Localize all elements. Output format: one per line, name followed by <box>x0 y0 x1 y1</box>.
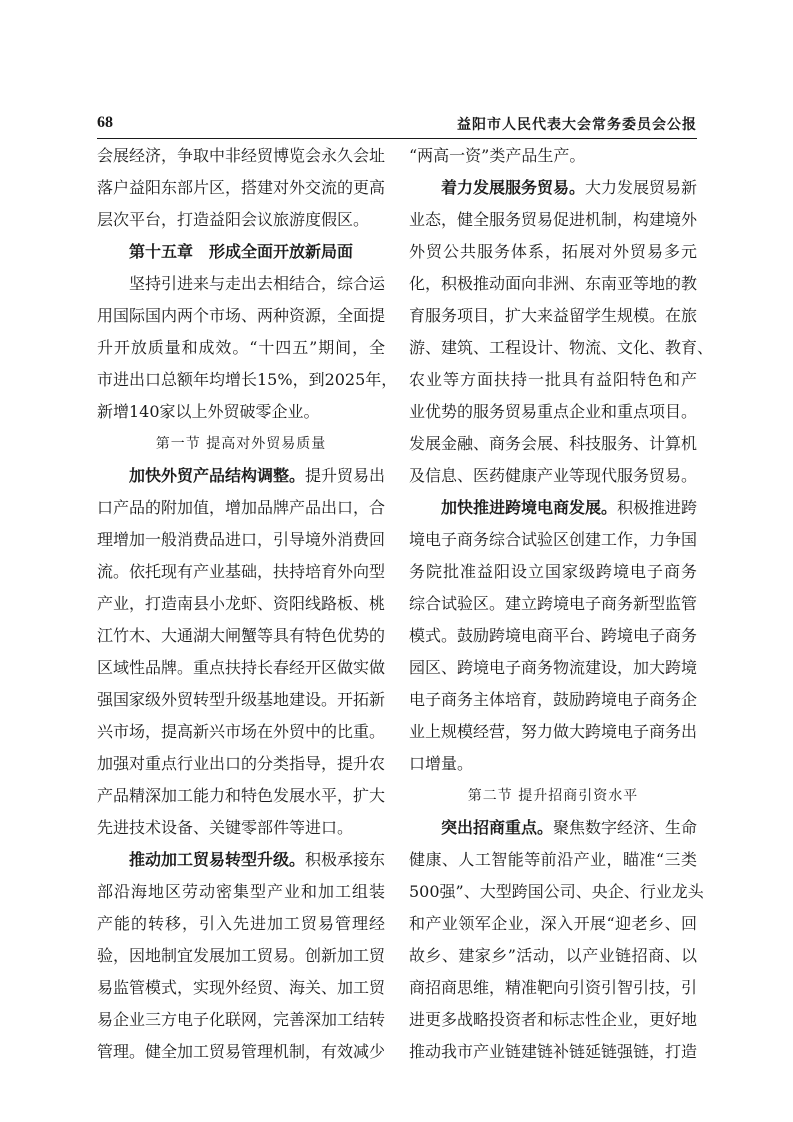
text-line: 发展金融、商务会展、科技服务、计算机 <box>409 434 698 453</box>
text-line: 推动我市产业链建链补链延链强链，打造 <box>409 1042 698 1061</box>
text-line: 江竹木、大通湖大闸蟹等具有特色优势的 <box>97 626 386 645</box>
text-run: 积极推进跨 <box>617 498 698 517</box>
text-line: 坚持引进来与走出去相结合，综合运 <box>129 274 386 293</box>
page-number: 68 <box>97 114 113 131</box>
text-line: 会展经济，争取中非经贸博览会永久会址 <box>97 146 386 165</box>
text-line: 商招商思维，精准靶向引资引智引技，引 <box>409 978 698 997</box>
text-line <box>409 492 697 524</box>
text-line: 业上规模经营，努力做大跨境电子商务出 <box>409 722 698 741</box>
text-line: 务院批准益阳设立国家级跨境电子商务 <box>409 562 697 581</box>
text-line <box>409 172 697 204</box>
text-line: 先进技术设备、关键零部件等进口。 <box>97 818 354 837</box>
text-line: 及信息、医药健康产业等现代服务贸易。 <box>409 466 698 485</box>
text-line: 流。依托现有产业基础，扶持培育外向型 <box>97 562 386 581</box>
text-line: 健康、人工智能等前沿产业，瞄准“三类 <box>409 850 697 869</box>
text-line: 化，积极推动面向非洲、东南亚等地的教 <box>409 274 698 293</box>
text-line: 理增加一般消费品进口，引导境外消费回 <box>97 530 386 549</box>
journal-title: 益阳市人民代表大会常务委员会公报 <box>457 117 697 133</box>
text-line: 市进出口总额年均增长15%，到2025年， <box>97 370 398 389</box>
text-line: 业优势的服务贸易重点企业和重点项目。 <box>409 402 698 421</box>
right-column <box>409 140 714 1068</box>
left-column <box>97 140 398 1068</box>
text-line: 管理。健全加工贸易管理机制，有效减少 <box>97 1042 386 1061</box>
paragraph-lead: 突出招商重点。 <box>441 818 554 837</box>
text-run: 提升贸易出 <box>305 466 386 485</box>
text-line: 园区、跨境电子商务物流建设，加大跨境 <box>409 658 698 677</box>
text-run: 大力发展贸易新 <box>585 178 698 197</box>
text-line: 易企业三方电子化联网，完善深加工结转 <box>97 1010 386 1029</box>
text-line: 加强对重点行业出口的分类指导，提升农 <box>97 754 386 773</box>
text-line: 电子商务主体培育，鼓励跨境电子商务企 <box>409 690 698 709</box>
text-line <box>97 844 385 876</box>
text-line: 兴市场，提高新兴市场在外贸中的比重。 <box>97 722 386 741</box>
paragraph-lead: 着力发展服务贸易。 <box>441 178 586 197</box>
text-line: 境电子商务综合试验区创建工作，力争国 <box>409 530 698 549</box>
text-line: 外贸公共服务体系，拓展对外贸易多元 <box>409 242 697 261</box>
text-line: 模式。鼓励跨境电商平台、跨境电子商务 <box>409 626 698 645</box>
text-line: 500强”、大型跨国公司、央企、行业龙头 <box>409 882 704 901</box>
text-line: 产品精深加工能力和特色发展水平，扩大 <box>97 786 386 805</box>
text-line: 落户益阳东部片区，搭建对外交流的更高 <box>97 178 386 197</box>
text-line: 区域性品牌。重点扶持长春经开区做实做 <box>97 658 386 677</box>
text-line: 用国际国内两个市场、两种资源，全面提 <box>97 306 386 325</box>
text-line: 综合试验区。建立跨境电子商务新型监管 <box>409 594 698 613</box>
page-header <box>97 110 697 139</box>
chapter-heading: 第十五章 形成全面开放新局面 <box>128 242 353 261</box>
text-line: 验，因地制宜发展加工贸易。创新加工贸 <box>97 946 386 965</box>
text-line: 和产业领军企业，深入开展“迎老乡、回 <box>409 914 697 933</box>
section-heading: 第一节 提高对外贸易质量 <box>155 436 327 452</box>
text-line: 层次平台，打造益阳会议旅游度假区。 <box>97 210 370 229</box>
text-line: “两高一资”类产品生产。 <box>409 146 586 165</box>
text-line <box>409 812 697 844</box>
text-line: 口产品的附加值，增加品牌产品出口，合 <box>97 498 386 517</box>
paragraph-lead: 推动加工贸易转型升级。 <box>129 850 306 869</box>
paragraph-lead: 加快推进跨境电商发展。 <box>441 498 618 517</box>
text-line: 故乡、建家乡”活动，以产业链招商、以 <box>409 946 697 965</box>
paragraph-lead: 加快外贸产品结构调整。 <box>129 466 306 485</box>
text-line <box>97 460 385 492</box>
text-run: 积极承接东 <box>305 850 386 869</box>
text-line: 新增140家以上外贸破零企业。 <box>97 402 320 421</box>
text-line: 游、建筑、工程设计、物流、文化、教育、 <box>409 338 714 357</box>
text-line: 育服务项目，扩大来益留学生规模。在旅 <box>409 306 698 325</box>
text-line: 进更多战略投资者和标志性企业，更好地 <box>409 1010 698 1029</box>
text-line: 农业等方面扶持一批具有益阳特色和产 <box>409 370 697 389</box>
text-line: 强国家级外贸转型升级基地建设。开拓新 <box>97 690 386 709</box>
text-line: 产业，打造南县小龙虾、资阳线路板、桃 <box>97 594 386 613</box>
text-line: 业态，健全服务贸易促进机制，构建境外 <box>409 210 698 229</box>
text-line: 部沿海地区劳动密集型产业和加工组装 <box>97 882 385 901</box>
text-line: 易监管模式，实现外经贸、海关、加工贸 <box>97 978 386 997</box>
section-heading: 第二节 提升招商引资水平 <box>467 788 639 804</box>
text-line: 升开放质量和成效。“十四五”期间，全 <box>97 338 385 357</box>
text-run: 聚焦数字经济、生命 <box>553 818 698 837</box>
text-line: 口增量。 <box>409 754 474 773</box>
text-line: 产能的转移，引入先进加工贸易管理经 <box>97 914 385 933</box>
